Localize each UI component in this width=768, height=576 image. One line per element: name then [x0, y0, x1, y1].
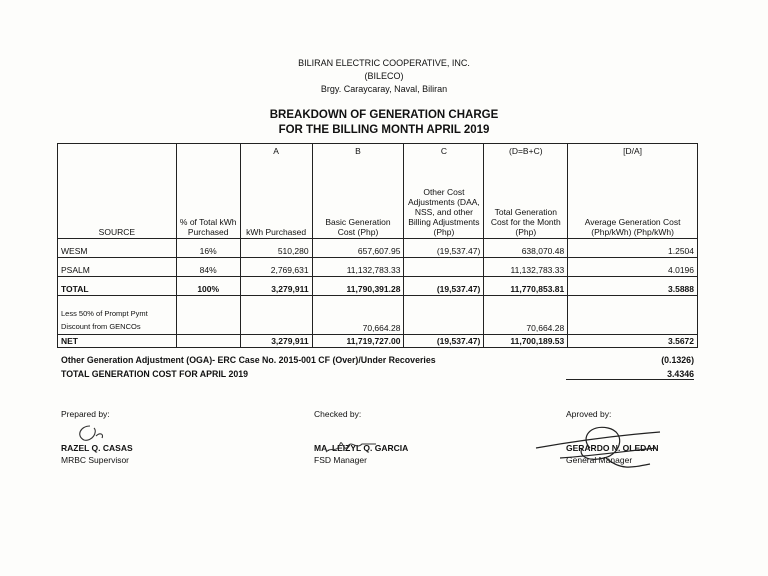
cell-kwh: 3,279,911: [240, 335, 312, 348]
cell-kwh: [240, 296, 312, 335]
oga-label: Other Generation Adjustment (OGA)- ERC Case No. 2015-001 CF (Over)/Under Recoveries: [61, 355, 436, 365]
prepared-label: Prepared by:: [61, 409, 110, 419]
document-title: BREAKDOWN OF GENERATION CHARGE: [269, 109, 499, 121]
cell-pct: [176, 296, 240, 335]
cell-kwh: 2,769,631: [240, 258, 312, 277]
cell-total: 70,664.28: [484, 296, 568, 335]
header-basic: B Basic Generation Cost (Php): [312, 144, 404, 239]
prepared-name: RAZEL Q. CASAS: [61, 443, 133, 453]
prepared-position: MRBC Supervisor: [61, 455, 130, 465]
cell-total: 11,770,853.81: [484, 277, 568, 296]
cell-total: 11,132,783.33: [484, 258, 568, 277]
oga-value: (0.1326): [661, 355, 694, 365]
cell-basic: 11,719,727.00: [312, 335, 404, 348]
cell-basic: 11,132,783.33: [312, 258, 404, 277]
signature-oledan: [530, 418, 670, 484]
header-total: (D=B+C) Total Generation Cost for the Month (Php): [484, 144, 568, 239]
cell-source: PSALM: [58, 258, 177, 277]
approved-label: Aproved by:: [566, 409, 612, 419]
cell-other: (19,537.47): [404, 277, 484, 296]
cell-other: [404, 258, 484, 277]
header-other: C Other Cost Adjustments (DAA, NSS, and other Billing Adjustments (Php): [404, 144, 484, 239]
cell-basic: 657,607.95: [312, 239, 404, 258]
signature-casas: [72, 422, 112, 448]
cell-total: 11,700,189.53: [484, 335, 568, 348]
header-source: SOURCE: [58, 144, 177, 239]
cell-avg: 3.5672: [568, 335, 698, 348]
org-address: Brgy. Caraycaray, Naval, Biliran: [320, 84, 448, 94]
total-generation-cost-value: 3.4346: [566, 369, 694, 380]
approved-name: GERARDO N. OLEDAN: [566, 443, 659, 453]
cell-avg: 4.0196: [568, 258, 698, 277]
cell-kwh: 510,280: [240, 239, 312, 258]
table-row-wesm: [58, 239, 698, 258]
approved-position: General Manager: [566, 455, 633, 465]
header-kwh: A kWh Purchased: [240, 144, 312, 239]
org-abbreviation: (BILECO): [364, 71, 404, 81]
cell-avg: [568, 296, 698, 335]
cell-source: TOTAL: [58, 277, 177, 296]
org-name: BILIRAN ELECTRIC COOPERATIVE, INC.: [298, 58, 470, 68]
cell-source: WESM: [58, 239, 177, 258]
cell-kwh: 3,279,911: [240, 277, 312, 296]
cell-basic: 70,664.28: [312, 296, 404, 335]
checked-position: FSD Manager: [314, 455, 367, 465]
table-header-row: [58, 144, 698, 239]
header-pct: % of Total kWh Purchased: [176, 144, 240, 239]
document-subtitle: FOR THE BILLING MONTH APRIL 2019: [278, 124, 490, 136]
cell-other: (19,537.47): [404, 239, 484, 258]
table-row-psalm: [58, 258, 698, 277]
checked-name: MA. LEIZYL Q. GARCIA: [314, 443, 409, 453]
cell-basic: 11,790,391.28: [312, 277, 404, 296]
cell-avg: 1.2504: [568, 239, 698, 258]
cell-total: 638,070.48: [484, 239, 568, 258]
cell-other: [404, 296, 484, 335]
header-avg: [D/A] Average Generation Cost (Php/kWh) (Php/kWh): [568, 144, 698, 239]
cell-source: Less 50% of Prompt Pymt Discount from GENCOs: [58, 296, 177, 335]
cell-pct: 16%: [176, 239, 240, 258]
table-row-discount: [58, 296, 698, 335]
table-row-net: [58, 335, 698, 348]
cell-pct: 100%: [176, 277, 240, 296]
cell-pct: 84%: [176, 258, 240, 277]
table-row-total: [58, 277, 698, 296]
cell-avg: 3.5888: [568, 277, 698, 296]
total-generation-cost-label: TOTAL GENERATION COST FOR APRIL 2019: [61, 369, 249, 379]
signature-garcia: [322, 432, 382, 458]
cell-source: NET: [58, 335, 177, 348]
cell-pct: [176, 335, 240, 348]
checked-label: Checked by:: [314, 409, 362, 419]
cell-other: (19,537.47): [404, 335, 484, 348]
generation-charge-table: [57, 143, 698, 348]
